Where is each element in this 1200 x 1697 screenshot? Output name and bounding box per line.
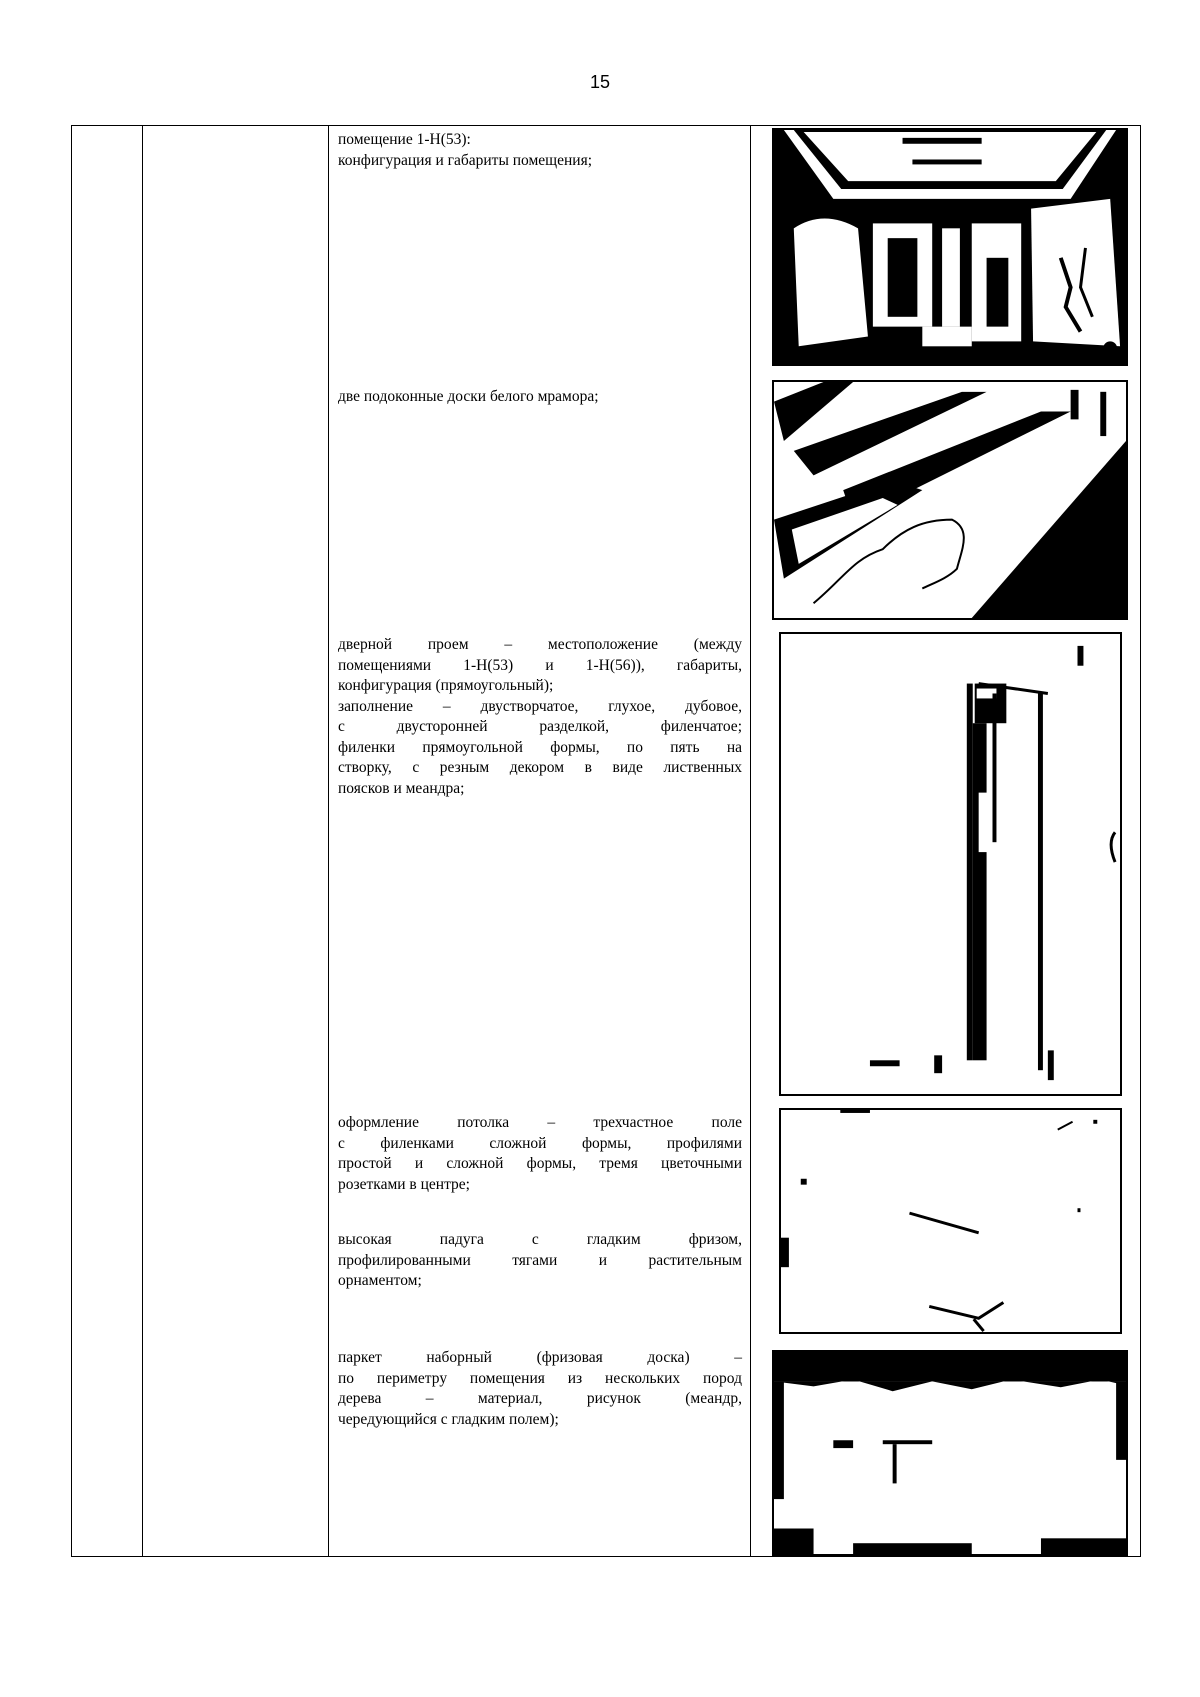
ceiling-line: розетками в центре; bbox=[338, 1175, 470, 1193]
cove-line: орнаментом; bbox=[338, 1272, 422, 1289]
column-divider-3 bbox=[750, 126, 751, 1556]
cove-line: высокая падуга с гладким фризом, bbox=[338, 1231, 742, 1248]
ceiling-description bbox=[338, 1113, 742, 1195]
parquet-description bbox=[338, 1348, 742, 1430]
room-interior-photo bbox=[772, 128, 1128, 366]
parquet-line: дерева – материал, рисунок (меандр, bbox=[338, 1390, 742, 1407]
filling-line: заполнение – двустворчатое, глухое, дубовое, bbox=[338, 697, 742, 715]
doorway-line: дверной проем – местоположение (между bbox=[338, 636, 742, 653]
ceiling-line: оформление потолка – трехчастное поле bbox=[338, 1114, 742, 1131]
filling-line: филенки прямоугольной формы, по пять на bbox=[338, 738, 742, 756]
windowsill-description bbox=[338, 387, 742, 408]
ceiling-line: простой и сложной формы, тремя цветочными bbox=[338, 1155, 742, 1172]
parquet-line: паркет наборный (фризовая доска) – bbox=[338, 1349, 742, 1366]
windowsill-photo bbox=[772, 380, 1128, 620]
room-config: конфигурация и габариты помещения; bbox=[338, 151, 593, 169]
column-divider-1 bbox=[142, 126, 143, 1556]
doorway-line: помещениями 1-Н(53) и 1-Н(56)), габариты, bbox=[338, 656, 742, 674]
room-label: помещение 1-Н(53): bbox=[338, 131, 471, 148]
parquet-line: чередующийся с гладким полем); bbox=[338, 1410, 559, 1428]
parquet-line: по периметру помещения из нескольких пород bbox=[338, 1369, 742, 1387]
cove-line: профилированными тягами и растительным bbox=[338, 1251, 742, 1269]
page-number: 15 bbox=[589, 72, 611, 92]
windowsill-text: две подоконные доски белого мрамора; bbox=[338, 388, 599, 405]
column-divider-2 bbox=[328, 126, 329, 1556]
parquet-photo bbox=[772, 1350, 1128, 1556]
cove-description bbox=[338, 1230, 742, 1292]
doorway-photo bbox=[779, 632, 1122, 1096]
room-description bbox=[338, 130, 742, 171]
filling-line: створку, с резным декором в виде лиственных bbox=[338, 759, 742, 776]
ceiling-photo bbox=[779, 1108, 1122, 1334]
ceiling-line: с филенками сложной формы, профилями bbox=[338, 1134, 742, 1152]
doorway-line: конфигурация (прямоугольный); bbox=[338, 677, 554, 694]
doorway-description bbox=[338, 635, 742, 799]
filling-line: поясков и меандра; bbox=[338, 779, 465, 797]
filling-line: с двусторонней разделкой, филенчатое; bbox=[338, 718, 742, 735]
